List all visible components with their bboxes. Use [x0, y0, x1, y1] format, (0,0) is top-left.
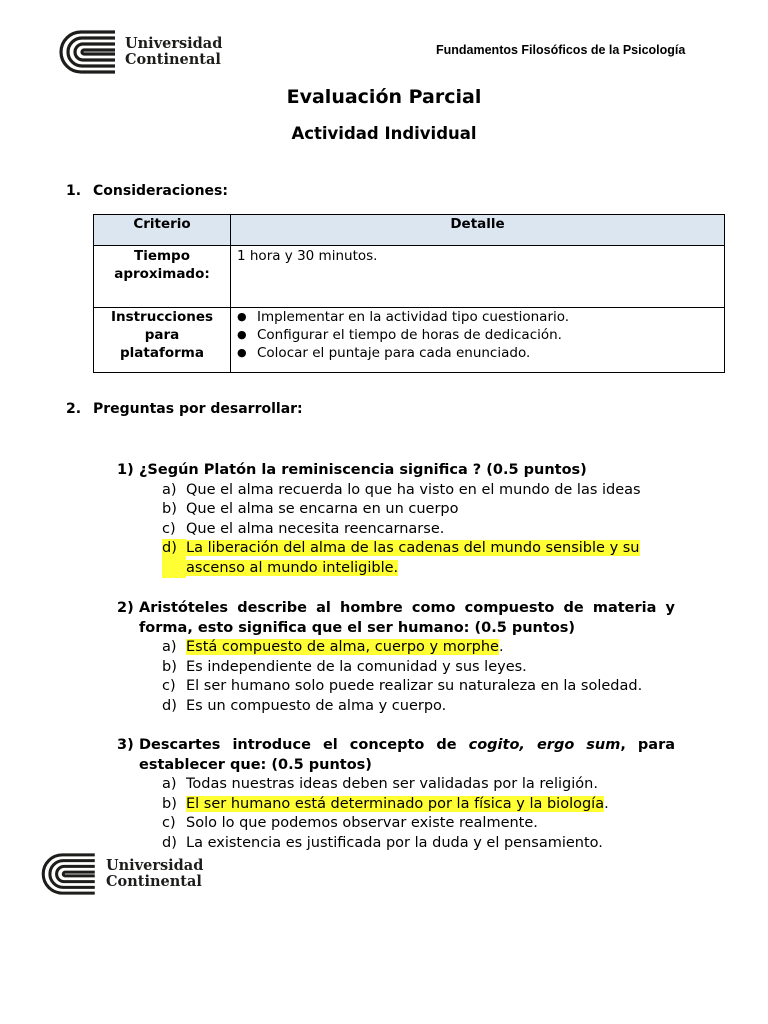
page-subtitle: Actividad Individual — [291, 124, 477, 143]
option-letter: c) — [162, 678, 176, 694]
logo-line-1: Universidad — [125, 35, 223, 52]
question-text — [117, 599, 675, 638]
logo-line-2: Continental — [125, 51, 221, 68]
table-header-detalle: Detalle — [231, 215, 725, 246]
option-letter: c) — [162, 520, 176, 537]
option-text-highlighted: La liberación del alma de las cadenas del mundo sensible y su ascenso al mundo inteligible. — [186, 540, 640, 576]
option-a — [162, 481, 675, 501]
criterio-text: Instrucciones — [110, 309, 214, 325]
option-letter: b) — [162, 501, 177, 517]
option-a — [162, 775, 675, 795]
option-text: Que el alma se encarna en un cuerpo — [186, 501, 459, 517]
option-letter: a) — [162, 639, 177, 655]
section-considerations — [66, 183, 228, 199]
criterio-cell — [94, 246, 231, 308]
criterio-text: para — [144, 327, 180, 343]
university-logo-icon — [40, 853, 98, 895]
option-text: Todas nuestras ideas deben ser validadas por la religión. — [186, 776, 598, 792]
question-text — [117, 736, 675, 775]
question-text — [117, 461, 675, 481]
question-number: 3) — [117, 737, 134, 753]
list-item-text: Configurar el tiempo de horas de dedicación. — [257, 327, 562, 343]
option-d — [162, 834, 675, 854]
detalle-cell — [231, 308, 725, 373]
option-a — [162, 638, 675, 658]
question-statement: ¿Según Platón la reminiscencia significa ? (0.5 puntos) — [139, 462, 587, 478]
question-number: 1) — [117, 462, 134, 478]
option-letter: d) — [162, 539, 186, 578]
question-text-italic: cogito, ergo sum — [468, 737, 621, 753]
bullet-icon: ● — [237, 346, 247, 359]
question-text-part: , para establecer que: (0.5 puntos) — [139, 737, 676, 773]
bullet-icon: ● — [237, 310, 247, 323]
option-letter: d) — [162, 697, 177, 714]
option-b — [162, 795, 675, 815]
option-letter: a) — [162, 776, 177, 792]
option-text-highlighted: El ser humano está determinado por la física y la biología — [186, 795, 605, 812]
option-text: La existencia es justificada por la duda y el pensamiento. — [186, 834, 603, 851]
university-logo-icon — [59, 30, 117, 74]
logo-line-1: Universidad — [106, 857, 204, 874]
university-name — [106, 858, 203, 890]
option-text: El ser humano solo puede realizar su naturaleza en la soledad. — [186, 678, 643, 694]
option-c — [162, 677, 675, 697]
criterio-cell — [94, 308, 231, 373]
option-text-highlighted: Está compuesto de alma, cuerpo y morphe — [186, 639, 499, 655]
question-statement: Aristóteles describe al hombre como compuesto de materia y forma, esto significa que el ser humano: (0.5 puntos) — [139, 600, 675, 636]
question-2 — [117, 599, 675, 716]
criterio-text: plataforma — [120, 345, 204, 361]
option-b — [162, 500, 675, 520]
option-letter: a) — [162, 481, 177, 498]
option-letter: c) — [162, 815, 176, 831]
logo-line-2: Continental — [106, 873, 202, 890]
options-list — [162, 638, 675, 716]
question-1 — [117, 461, 675, 578]
question-3 — [117, 736, 675, 853]
section-number: 2. — [66, 401, 82, 417]
option-letter: d) — [162, 834, 177, 851]
option-b — [162, 658, 675, 678]
university-logo-footer — [40, 853, 203, 895]
option-text-tail: . — [498, 639, 504, 655]
criterio-text: Tiempo — [134, 248, 190, 264]
bullet-icon: ● — [237, 328, 247, 341]
option-c — [162, 520, 675, 540]
option-text: Es un compuesto de alma y cuerpo. — [186, 697, 447, 714]
section-label: Preguntas por desarrollar: — [93, 401, 303, 417]
option-d — [162, 697, 675, 717]
table-header-criterio: Criterio — [94, 215, 231, 246]
option-d — [162, 539, 675, 578]
option-c — [162, 814, 675, 834]
option-text: Es independiente de la comunidad y sus leyes. — [186, 658, 527, 675]
list-item — [237, 308, 724, 326]
option-letter: b) — [162, 795, 177, 812]
question-number: 2) — [117, 600, 134, 616]
table-row — [94, 308, 725, 373]
detalle-cell: 1 hora y 30 minutos. — [231, 246, 725, 308]
university-logo — [59, 30, 222, 74]
option-text: Que el alma recuerda lo que ha visto en el mundo de las ideas — [186, 481, 641, 498]
section-number: 1. — [66, 183, 82, 199]
university-name — [125, 36, 222, 68]
list-item-text: Colocar el puntaje para cada enunciado. — [257, 345, 531, 361]
instructions-list — [237, 308, 724, 362]
course-name: Fundamentos Filosóficos de la Psicología — [436, 43, 686, 57]
list-item-text: Implementar en la actividad tipo cuestionario. — [257, 309, 570, 325]
option-text-tail: . — [604, 795, 609, 812]
option-letter: b) — [162, 658, 177, 675]
option-text: Que el alma necesita reencarnarse. — [186, 520, 445, 537]
list-item — [237, 326, 724, 344]
option-text: Solo lo que podemos observar existe realmente. — [186, 815, 538, 831]
criterio-text: aproximado: — [114, 266, 210, 282]
table-row — [94, 246, 725, 308]
options-list — [162, 775, 675, 853]
criteria-table — [93, 214, 725, 373]
options-list — [162, 481, 675, 579]
list-item — [237, 344, 724, 362]
question-text-part: Descartes introduce el concepto de — [139, 737, 469, 753]
section-questions — [66, 401, 303, 417]
page-title: Evaluación Parcial — [286, 86, 482, 108]
question-statement — [139, 736, 675, 775]
section-label: Consideraciones: — [93, 183, 228, 199]
